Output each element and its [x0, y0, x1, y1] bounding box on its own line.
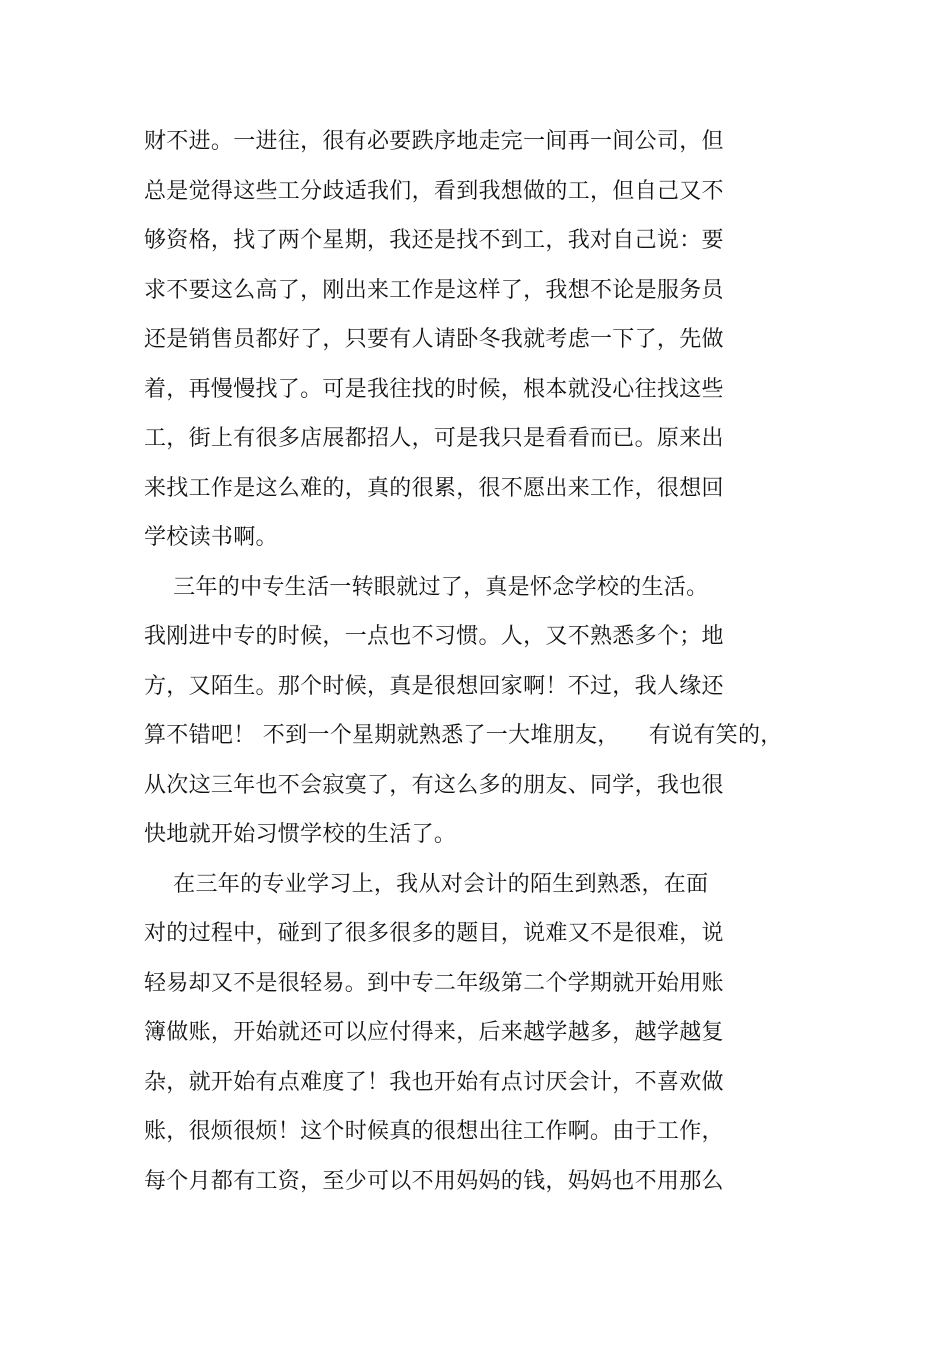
text-line-15: 快地就开始习惯学校的生活了。	[144, 822, 457, 847]
text-line-6: 着，再慢慢找了。可是我往找的时候，根本就没心往找这些	[144, 376, 724, 402]
text-line-18: 轻易却又不是很轻易。到中专二年级第二个学期就开始用账	[144, 970, 724, 996]
text-line-22: 每个月都有工资，至少可以不用妈妈的钱，妈妈也不用那么	[144, 1168, 724, 1194]
text-line-11: 我刚进中专的时候，一点也不习惯。人，又不熟悉多个；地	[144, 624, 724, 649]
text-line-3: 够资格，找了两个星期，我还是找不到工，我对自己说：要	[144, 228, 724, 253]
text-line-2: 总是觉得这些工分歧适我们，看到我想做的工，但自己又不	[144, 178, 724, 204]
text-line-1: 财不进。一进往，很有必要跌序地走完一间再一间公司，但	[144, 129, 724, 154]
text-line-9: 学校读书啊。	[144, 525, 278, 550]
text-line-19: 簿做账，开始就还可以应付得来，后来越学越多，越学越复	[144, 1020, 724, 1045]
text-line-16: 在三年的专业学习上，我从对会计的陌生到熟悉，在面	[144, 871, 709, 897]
text-line-4: 求不要这么高了，刚出来工作是这样了，我想不论是服务员	[144, 277, 724, 303]
text-line-8: 来找工作是这么难的，真的很累，很不愿出来工作，很想回	[144, 475, 724, 501]
text-line-17: 对的过程中，碰到了很多很多的题目，说难又不是很难，说	[144, 921, 724, 946]
text-line-12: 方，又陌生。那个时候，真是很想回家啊！不过，我人缘还	[144, 673, 724, 699]
text-line-21: 账，很烦很烦！这个时候真的很想出往工作啊。由于工作，	[144, 1119, 724, 1144]
text-line-5: 还是销售员都好了，只要有人请卧冬我就考虑一下了，先做	[144, 327, 724, 352]
text-line-20: 杂，就开始有点难度了！我也开始有点讨厌会计，不喜欢做	[144, 1069, 724, 1095]
body-text	[144, 117, 844, 1206]
text-line-10: 三年的中专生活一转眼就过了，真是怀念学校的生活。	[144, 574, 709, 600]
text-line-14: 从次这三年也不会寂寞了，有这么多的朋友、同学，我也很	[144, 772, 724, 798]
text-line-7: 工，街上有很多店展都招人，可是我只是看看而已。原来出	[144, 426, 724, 451]
text-line-13: 算不错吧！ 不到一个星期就熟悉了一大堆朋友， 有说有笑的，	[144, 723, 783, 748]
